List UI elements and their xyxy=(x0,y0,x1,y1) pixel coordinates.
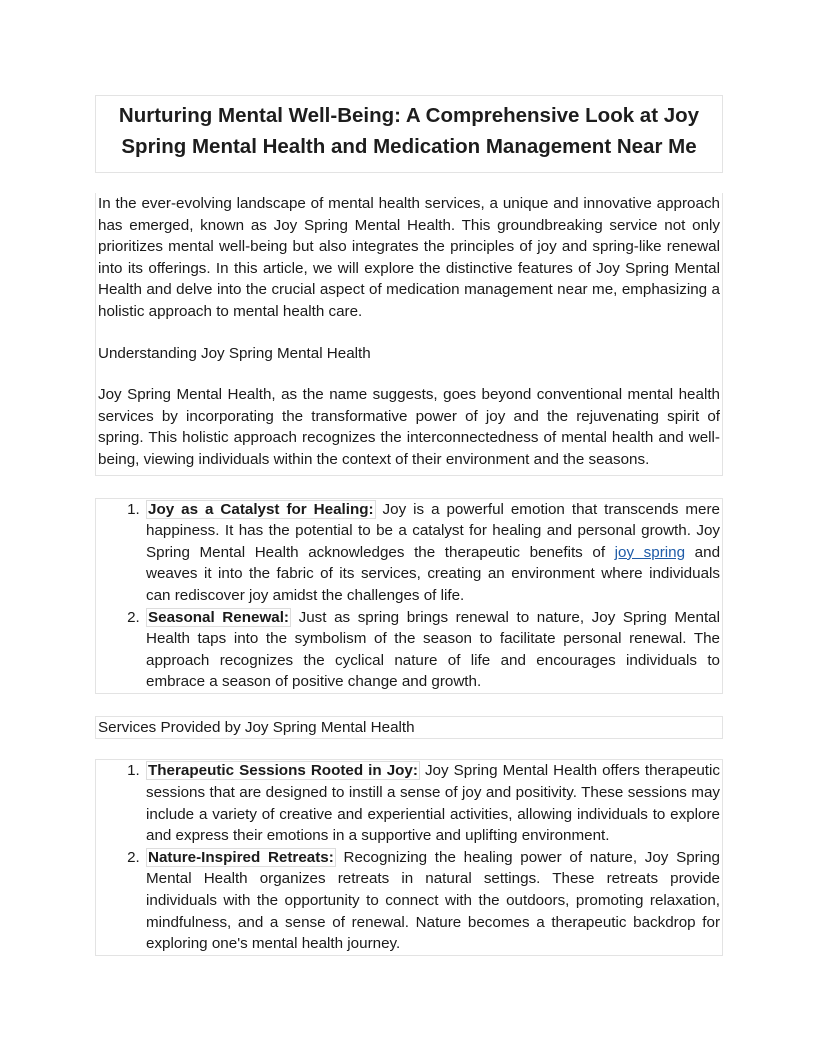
page-title: Nurturing Mental Well-Being: A Comprehensive Look at Joy Spring Mental Health and Medication Management Near Me xyxy=(118,104,700,158)
joy-spring-link[interactable]: joy spring xyxy=(614,543,686,561)
list-item-title: Nature-Inspired Retreats: xyxy=(148,848,334,866)
intro-block xyxy=(95,193,723,476)
services-list xyxy=(96,760,720,954)
list-item xyxy=(144,499,720,607)
list-item-text: and weaves it into the fabric of its services, creating an environment where individuals can rediscover joy amidst the challenges of life. xyxy=(146,543,721,604)
list-item xyxy=(144,760,720,846)
list-item xyxy=(144,847,720,955)
list-item-title: Therapeutic Sessions Rooted in Joy: xyxy=(148,762,418,780)
list-block-1 xyxy=(95,498,723,694)
feature-list xyxy=(96,499,720,693)
list-item-text: Just as spring brings renewal to nature, Joy Spring Mental Health taps into the symbolism of the season to facilitate personal renewal. The approach recognizes the cyclical nature of life and encourages individuals to embrace a season of positive change and growth. xyxy=(146,608,720,691)
list-item-text: Recognizing the healing power of nature, Joy Spring Mental Health organizes retreats in natural settings. These retreats provide individuals with the opportunity to connect with the outdoors, promoting relaxation, mindfulness, and a sense of renewal. Nature becomes a therapeutic backdrop for exploring one's mental health journey. xyxy=(146,848,720,953)
section-heading-services: Services Provided by Joy Spring Mental Health xyxy=(95,716,723,740)
title-block xyxy=(95,95,723,173)
understanding-paragraph: Joy Spring Mental Health, as the name suggests, goes beyond conventional mental health services by incorporating the transformative power of joy and the rejuvenating spirit of spring. This holistic approach recognizes the interconnectedness of mental health and well-being, viewing individuals within the context of their environment and the seasons. xyxy=(98,386,720,468)
list-item-title: Joy as a Catalyst for Healing: xyxy=(148,500,374,518)
document-page xyxy=(95,95,723,956)
list-item-text: Joy Spring Mental Health offers therapeutic sessions that are designed to instill a sense of joy and positivity. These sessions may include a variety of creative and experiential activities, allowing individuals to explore and express their emotions in a supportive and uplifting environment. xyxy=(146,762,720,845)
list-block-2 xyxy=(95,759,723,955)
intro-paragraph: In the ever-evolving landscape of mental health services, a unique and innovative approach has emerged, known as Joy Spring Mental Health. This groundbreaking service not only prioritizes mental well-being but also integrates the principles of joy and spring-like renewal into its offerings. In this article, we will explore the distinctive features of Joy Spring Mental Health and delve into the crucial aspect of medication management near me, emphasizing a holistic approach to mental health care. xyxy=(98,195,720,320)
list-item-text: Joy is a powerful emotion that transcends mere happiness. It has the potential to be a catalyst for healing and personal growth. Joy Spring Mental Health acknowledges the therapeutic benefits of xyxy=(146,500,720,561)
list-item-title: Seasonal Renewal: xyxy=(148,608,289,626)
section-heading-understanding: Understanding Joy Spring Mental Health xyxy=(98,344,371,362)
list-item xyxy=(144,607,720,693)
